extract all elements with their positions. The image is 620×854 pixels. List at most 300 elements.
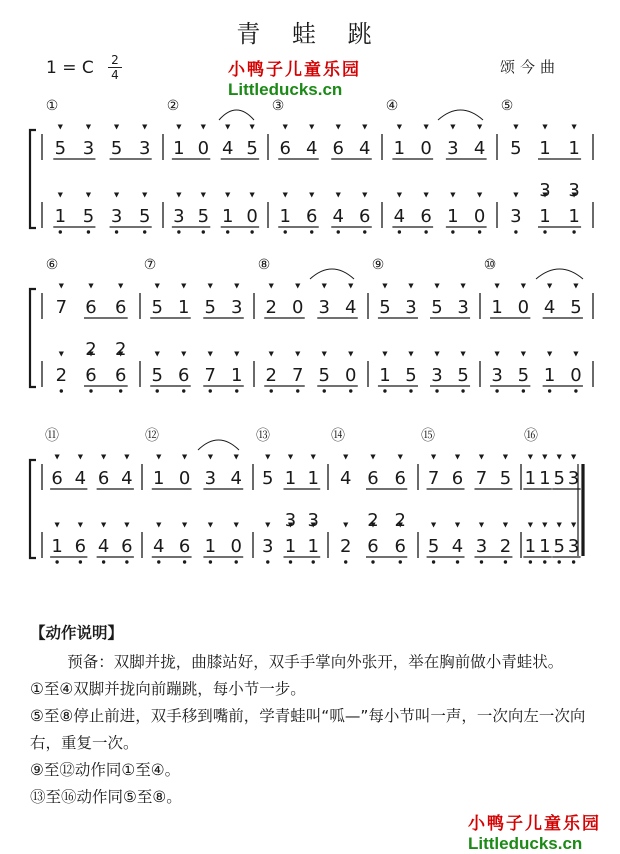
upper-note: 1 bbox=[568, 138, 580, 159]
accent-mark bbox=[494, 284, 499, 289]
lower-note: 1 bbox=[204, 536, 217, 557]
slur bbox=[438, 110, 483, 120]
lower-note: 3 bbox=[173, 206, 185, 227]
upper-note: 5 bbox=[262, 468, 274, 489]
low-octave-dot bbox=[514, 230, 517, 233]
low-octave-dot bbox=[451, 230, 454, 233]
upper-note: 3 bbox=[405, 297, 417, 318]
accent-mark bbox=[455, 455, 460, 460]
measure-number: ⑧ bbox=[257, 257, 271, 273]
lower-note: 2 bbox=[499, 536, 512, 557]
low-octave-dot bbox=[289, 560, 292, 563]
low-octave-dot bbox=[284, 230, 287, 233]
accent-mark bbox=[124, 455, 129, 460]
upper-note: 4 bbox=[306, 138, 318, 159]
accent-mark bbox=[370, 455, 375, 460]
measure-number: ⑫ bbox=[145, 428, 159, 444]
system-bracket bbox=[30, 289, 36, 387]
upper-note: 3 bbox=[567, 468, 580, 489]
upper-note: 6 bbox=[332, 138, 344, 159]
lower-note: 5 bbox=[318, 365, 330, 386]
accent-mark bbox=[408, 352, 413, 357]
accent-mark bbox=[208, 455, 213, 460]
upper-note: 5 bbox=[510, 138, 522, 159]
measure-number: ⑮ bbox=[421, 428, 435, 444]
lower-note: 7 bbox=[292, 365, 304, 386]
accent-mark bbox=[343, 523, 348, 528]
accent-mark bbox=[234, 284, 239, 289]
lower-note: 0 bbox=[570, 365, 582, 386]
upper-note: 6 bbox=[394, 468, 406, 489]
upper-note: 5 bbox=[379, 297, 391, 318]
accent-mark bbox=[398, 455, 403, 460]
lower-note: 5 bbox=[138, 206, 151, 227]
lower-note: 6 bbox=[394, 536, 406, 557]
accent-mark bbox=[309, 193, 314, 198]
low-octave-dot bbox=[270, 389, 273, 392]
upper-note: 1 bbox=[173, 138, 185, 159]
accent-mark bbox=[182, 523, 187, 528]
upper-note: 4 bbox=[345, 297, 357, 318]
low-octave-dot bbox=[119, 389, 122, 392]
lower-note: 0 bbox=[246, 206, 258, 227]
measure-number: ⑥ bbox=[45, 257, 59, 273]
accent-mark bbox=[311, 455, 316, 460]
accent-mark bbox=[479, 523, 484, 528]
accent-mark bbox=[322, 284, 327, 289]
accent-mark bbox=[283, 125, 288, 130]
upper-note: 5 bbox=[246, 138, 258, 159]
lower-note: 5 bbox=[457, 365, 469, 386]
lower-note: 6 bbox=[74, 536, 87, 557]
accent-mark bbox=[86, 125, 91, 130]
watermark-en-bottom: Littleducks.cn bbox=[468, 834, 583, 853]
lower-note: 4 bbox=[97, 536, 110, 557]
accent-mark bbox=[434, 284, 439, 289]
accent-mark bbox=[521, 352, 526, 357]
upper-note: 3 bbox=[318, 297, 330, 318]
upper-note: 4 bbox=[543, 297, 556, 318]
low-octave-dot bbox=[456, 560, 459, 563]
low-octave-dot bbox=[323, 389, 326, 392]
low-octave-dot bbox=[102, 560, 105, 563]
lower-note: 6 bbox=[367, 536, 379, 557]
accent-mark bbox=[55, 455, 60, 460]
upper-note: 4 bbox=[74, 468, 87, 489]
upper-note: 5 bbox=[54, 138, 67, 159]
low-octave-dot bbox=[424, 230, 427, 233]
instructions-step-4: ⑬至⑯动作同⑤至⑧。 bbox=[30, 788, 182, 806]
chord-top-note: 3 bbox=[539, 180, 551, 201]
lower-note: 1 bbox=[543, 365, 556, 386]
low-octave-dot bbox=[572, 560, 575, 563]
low-octave-dot bbox=[115, 230, 118, 233]
lower-note: 0 bbox=[345, 365, 357, 386]
accent-mark bbox=[88, 284, 93, 289]
slur bbox=[536, 269, 583, 279]
upper-note: 1 bbox=[307, 468, 319, 489]
chord-top-note: 2 bbox=[367, 510, 379, 531]
accent-mark bbox=[573, 352, 578, 357]
accent-mark bbox=[513, 125, 518, 130]
upper-note: 1 bbox=[284, 468, 297, 489]
lower-note: 5 bbox=[427, 536, 440, 557]
low-octave-dot bbox=[363, 230, 366, 233]
accent-mark bbox=[176, 125, 181, 130]
lower-note: 6 bbox=[178, 365, 190, 386]
lower-note: 3 bbox=[475, 536, 488, 557]
accent-mark bbox=[336, 125, 341, 130]
accent-mark bbox=[269, 352, 274, 357]
upper-note: 7 bbox=[427, 468, 440, 489]
accent-mark bbox=[114, 125, 119, 130]
upper-note: 5 bbox=[431, 297, 443, 318]
low-octave-dot bbox=[183, 560, 186, 563]
upper-note: 4 bbox=[121, 468, 133, 489]
lower-note: 2 bbox=[55, 365, 68, 386]
upper-note: 5 bbox=[204, 297, 216, 318]
lower-note: 6 bbox=[420, 206, 432, 227]
lower-note: 7 bbox=[204, 365, 216, 386]
accent-mark bbox=[362, 193, 367, 198]
accent-mark bbox=[343, 455, 348, 460]
accent-mark bbox=[431, 455, 436, 460]
chord-top-note: 3 bbox=[284, 510, 297, 531]
song-title: 青 蛙 跳 bbox=[236, 20, 384, 48]
upper-note: 7 bbox=[475, 468, 488, 489]
low-octave-dot bbox=[495, 389, 498, 392]
lower-note: 1 bbox=[539, 536, 551, 557]
upper-note: 2 bbox=[265, 297, 277, 318]
lower-note: 1 bbox=[539, 206, 551, 227]
low-octave-dot bbox=[55, 560, 58, 563]
accent-mark bbox=[408, 284, 413, 289]
instructions-prep: 预备：双脚并拢，曲膝站好，双手手掌向外张开，举在胸前做小青蛙状。 bbox=[67, 653, 564, 671]
upper-note: 0 bbox=[517, 297, 530, 318]
accent-mark bbox=[513, 193, 518, 198]
instructions-panel bbox=[30, 620, 605, 811]
low-octave-dot bbox=[60, 389, 63, 392]
watermark-logo-bottom bbox=[468, 814, 601, 854]
low-octave-dot bbox=[409, 389, 412, 392]
low-octave-dot bbox=[312, 560, 315, 563]
lower-note: 3 bbox=[491, 365, 503, 386]
accent-mark bbox=[142, 193, 147, 198]
upper-note: 0 bbox=[197, 138, 210, 159]
accent-mark bbox=[503, 455, 508, 460]
upper-note: 6 bbox=[279, 138, 291, 159]
lower-note: 1 bbox=[54, 206, 67, 227]
low-octave-dot bbox=[59, 230, 62, 233]
measure-number: ⑬ bbox=[256, 428, 270, 444]
measure-number: ⑪ bbox=[45, 428, 59, 444]
accent-mark bbox=[269, 284, 274, 289]
accent-mark bbox=[225, 193, 230, 198]
low-octave-dot bbox=[344, 560, 347, 563]
accent-mark bbox=[528, 523, 533, 528]
low-octave-dot bbox=[548, 389, 551, 392]
accent-mark bbox=[571, 523, 576, 528]
low-octave-dot bbox=[543, 560, 546, 563]
low-octave-dot bbox=[209, 560, 212, 563]
accent-mark bbox=[155, 284, 160, 289]
upper-note: 1 bbox=[539, 468, 551, 489]
low-octave-dot bbox=[478, 230, 481, 233]
accent-mark bbox=[557, 523, 562, 528]
measure-number: ② bbox=[166, 98, 180, 114]
low-octave-dot bbox=[125, 560, 128, 563]
low-octave-dot bbox=[432, 560, 435, 563]
upper-note: 0 bbox=[420, 138, 432, 159]
accent-mark bbox=[288, 455, 293, 460]
upper-note: 7 bbox=[55, 297, 68, 318]
system-bracket bbox=[30, 460, 36, 558]
low-octave-dot bbox=[177, 230, 180, 233]
measure-number: ⑯ bbox=[524, 428, 538, 444]
accent-mark bbox=[521, 284, 526, 289]
accent-mark bbox=[234, 352, 239, 357]
low-octave-dot bbox=[209, 389, 212, 392]
accent-mark bbox=[348, 284, 353, 289]
slur bbox=[219, 110, 254, 120]
low-octave-dot bbox=[296, 389, 299, 392]
low-octave-dot bbox=[235, 389, 238, 392]
low-octave-dot bbox=[157, 560, 160, 563]
upper-note: 1 bbox=[153, 468, 165, 489]
accent-mark bbox=[78, 455, 83, 460]
accent-mark bbox=[424, 193, 429, 198]
accent-mark bbox=[571, 125, 576, 130]
lower-note: 0 bbox=[473, 206, 486, 227]
accent-mark bbox=[58, 125, 63, 130]
accent-mark bbox=[295, 284, 300, 289]
lower-note: 4 bbox=[393, 206, 406, 227]
accent-mark bbox=[348, 352, 353, 357]
accent-mark bbox=[225, 125, 230, 130]
low-octave-dot bbox=[435, 389, 438, 392]
lower-note: 2 bbox=[340, 536, 352, 557]
measure-number: ⑤ bbox=[500, 98, 514, 114]
accent-mark bbox=[58, 193, 63, 198]
upper-note: 0 bbox=[178, 468, 191, 489]
low-octave-dot bbox=[398, 230, 401, 233]
accent-mark bbox=[336, 193, 341, 198]
accent-mark bbox=[557, 455, 562, 460]
upper-note: 0 bbox=[292, 297, 304, 318]
accent-mark bbox=[424, 125, 429, 130]
accent-mark bbox=[265, 455, 270, 460]
accent-mark bbox=[528, 455, 533, 460]
lower-note: 1 bbox=[231, 365, 243, 386]
measure-number: ③ bbox=[271, 98, 285, 114]
accent-mark bbox=[382, 284, 387, 289]
instructions-heading: 【动作说明】 bbox=[30, 624, 124, 642]
accent-mark bbox=[124, 523, 129, 528]
upper-note: 6 bbox=[367, 468, 379, 489]
chord-top-note: 2 bbox=[85, 339, 97, 360]
accent-mark bbox=[494, 352, 499, 357]
accent-mark bbox=[460, 352, 465, 357]
watermark-cn-bottom: 小鸭子儿童乐园 bbox=[468, 814, 601, 834]
accent-mark bbox=[573, 284, 578, 289]
lower-note: 1 bbox=[447, 206, 459, 227]
lower-note: 2 bbox=[265, 365, 277, 386]
lower-note: 3 bbox=[510, 206, 522, 227]
instructions-step-1: ①至④双脚并拢向前蹦跳，每小节一步。 bbox=[30, 680, 306, 698]
measure-number: ① bbox=[45, 98, 59, 114]
lower-note: 6 bbox=[85, 365, 97, 386]
upper-note: 5 bbox=[553, 468, 565, 489]
lower-note: 5 bbox=[82, 206, 95, 227]
upper-note: 4 bbox=[221, 138, 234, 159]
accent-mark bbox=[460, 284, 465, 289]
measure-number: ④ bbox=[385, 98, 399, 114]
upper-note: 3 bbox=[82, 138, 95, 159]
accent-mark bbox=[208, 523, 213, 528]
low-octave-dot bbox=[250, 230, 253, 233]
lower-note: 4 bbox=[332, 206, 344, 227]
accent-mark bbox=[182, 455, 187, 460]
measure-number: ⑩ bbox=[483, 257, 497, 273]
accent-mark bbox=[542, 455, 547, 460]
lower-note: 1 bbox=[307, 536, 319, 557]
lower-note: 5 bbox=[151, 365, 163, 386]
lower-note: 6 bbox=[178, 536, 191, 557]
low-octave-dot bbox=[543, 230, 546, 233]
accent-mark bbox=[101, 455, 106, 460]
slur bbox=[198, 440, 239, 450]
accent-mark bbox=[234, 523, 239, 528]
lower-note: 6 bbox=[114, 365, 127, 386]
upper-note: 4 bbox=[340, 468, 352, 489]
composer: 颂今曲 bbox=[500, 58, 561, 76]
upper-note: 3 bbox=[447, 138, 459, 159]
chord-top-note: 3 bbox=[307, 510, 319, 531]
watermark-en: Littleducks.cn bbox=[228, 80, 343, 99]
time-signature-top: 2 bbox=[111, 53, 119, 67]
upper-note: 4 bbox=[359, 138, 371, 159]
accent-mark bbox=[477, 125, 482, 130]
lower-note: 1 bbox=[51, 536, 63, 557]
accent-mark bbox=[479, 455, 484, 460]
measure-number: ⑦ bbox=[143, 257, 157, 273]
chord-top-note: 2 bbox=[114, 339, 127, 360]
accent-mark bbox=[503, 523, 508, 528]
low-octave-dot bbox=[371, 560, 374, 563]
accent-mark bbox=[156, 455, 161, 460]
upper-note: 6 bbox=[51, 468, 63, 489]
low-octave-dot bbox=[572, 230, 575, 233]
lower-note: 6 bbox=[121, 536, 133, 557]
lower-note: 0 bbox=[230, 536, 242, 557]
accent-mark bbox=[176, 193, 181, 198]
upper-note: 1 bbox=[491, 297, 503, 318]
upper-note: 3 bbox=[204, 468, 217, 489]
accent-mark bbox=[283, 193, 288, 198]
upper-note: 6 bbox=[97, 468, 110, 489]
accent-mark bbox=[155, 352, 160, 357]
low-octave-dot bbox=[522, 389, 525, 392]
low-octave-dot bbox=[89, 389, 92, 392]
upper-note: 5 bbox=[151, 297, 163, 318]
accent-mark bbox=[208, 352, 213, 357]
lower-note: 5 bbox=[405, 365, 417, 386]
measure-number: ⑭ bbox=[331, 428, 345, 444]
upper-note: 6 bbox=[114, 297, 127, 318]
low-octave-dot bbox=[337, 230, 340, 233]
slur bbox=[310, 269, 354, 279]
time-signature-bottom: 4 bbox=[111, 68, 119, 82]
chord-top-note: 2 bbox=[394, 510, 406, 531]
low-octave-dot bbox=[143, 230, 146, 233]
upper-note: 1 bbox=[539, 138, 551, 159]
low-octave-dot bbox=[349, 389, 352, 392]
accent-mark bbox=[397, 193, 402, 198]
low-octave-dot bbox=[79, 560, 82, 563]
chord-top-note: 3 bbox=[568, 180, 580, 201]
upper-note: 5 bbox=[110, 138, 123, 159]
lower-note: 3 bbox=[110, 206, 123, 227]
accent-mark bbox=[265, 523, 270, 528]
accent-mark bbox=[250, 125, 255, 130]
accent-mark bbox=[295, 352, 300, 357]
accent-mark bbox=[382, 352, 387, 357]
lower-note: 1 bbox=[221, 206, 234, 227]
low-octave-dot bbox=[480, 560, 483, 563]
accent-mark bbox=[450, 125, 455, 130]
low-octave-dot bbox=[399, 560, 402, 563]
lower-note: 1 bbox=[379, 365, 391, 386]
low-octave-dot bbox=[310, 230, 313, 233]
upper-note: 6 bbox=[451, 468, 464, 489]
low-octave-dot bbox=[504, 560, 507, 563]
accent-mark bbox=[477, 193, 482, 198]
lower-note: 1 bbox=[568, 206, 580, 227]
lower-note: 3 bbox=[262, 536, 274, 557]
accent-mark bbox=[450, 193, 455, 198]
low-octave-dot bbox=[266, 560, 269, 563]
watermark-cn: 小鸭子儿童乐园 bbox=[228, 60, 361, 80]
accent-mark bbox=[55, 523, 60, 528]
lower-note: 1 bbox=[284, 536, 297, 557]
low-octave-dot bbox=[558, 560, 561, 563]
low-octave-dot bbox=[226, 230, 229, 233]
upper-note: 1 bbox=[393, 138, 406, 159]
upper-note: 1 bbox=[178, 297, 190, 318]
lower-note: 6 bbox=[306, 206, 318, 227]
accent-mark bbox=[309, 125, 314, 130]
accent-mark bbox=[542, 523, 547, 528]
accent-mark bbox=[431, 523, 436, 528]
accent-mark bbox=[59, 284, 64, 289]
low-octave-dot bbox=[529, 560, 532, 563]
upper-note: 5 bbox=[570, 297, 582, 318]
low-octave-dot bbox=[461, 389, 464, 392]
accent-mark bbox=[542, 125, 547, 130]
accent-mark bbox=[547, 284, 552, 289]
upper-note: 6 bbox=[85, 297, 97, 318]
accent-mark bbox=[101, 523, 106, 528]
accent-mark bbox=[397, 125, 402, 130]
accent-mark bbox=[322, 352, 327, 357]
upper-note: 5 bbox=[499, 468, 512, 489]
low-octave-dot bbox=[156, 389, 159, 392]
lower-note: 1 bbox=[524, 536, 537, 557]
accent-mark bbox=[455, 523, 460, 528]
accent-mark bbox=[201, 125, 206, 130]
instructions-step-3: ⑨至⑫动作同①至④。 bbox=[30, 761, 181, 779]
accent-mark bbox=[250, 193, 255, 198]
